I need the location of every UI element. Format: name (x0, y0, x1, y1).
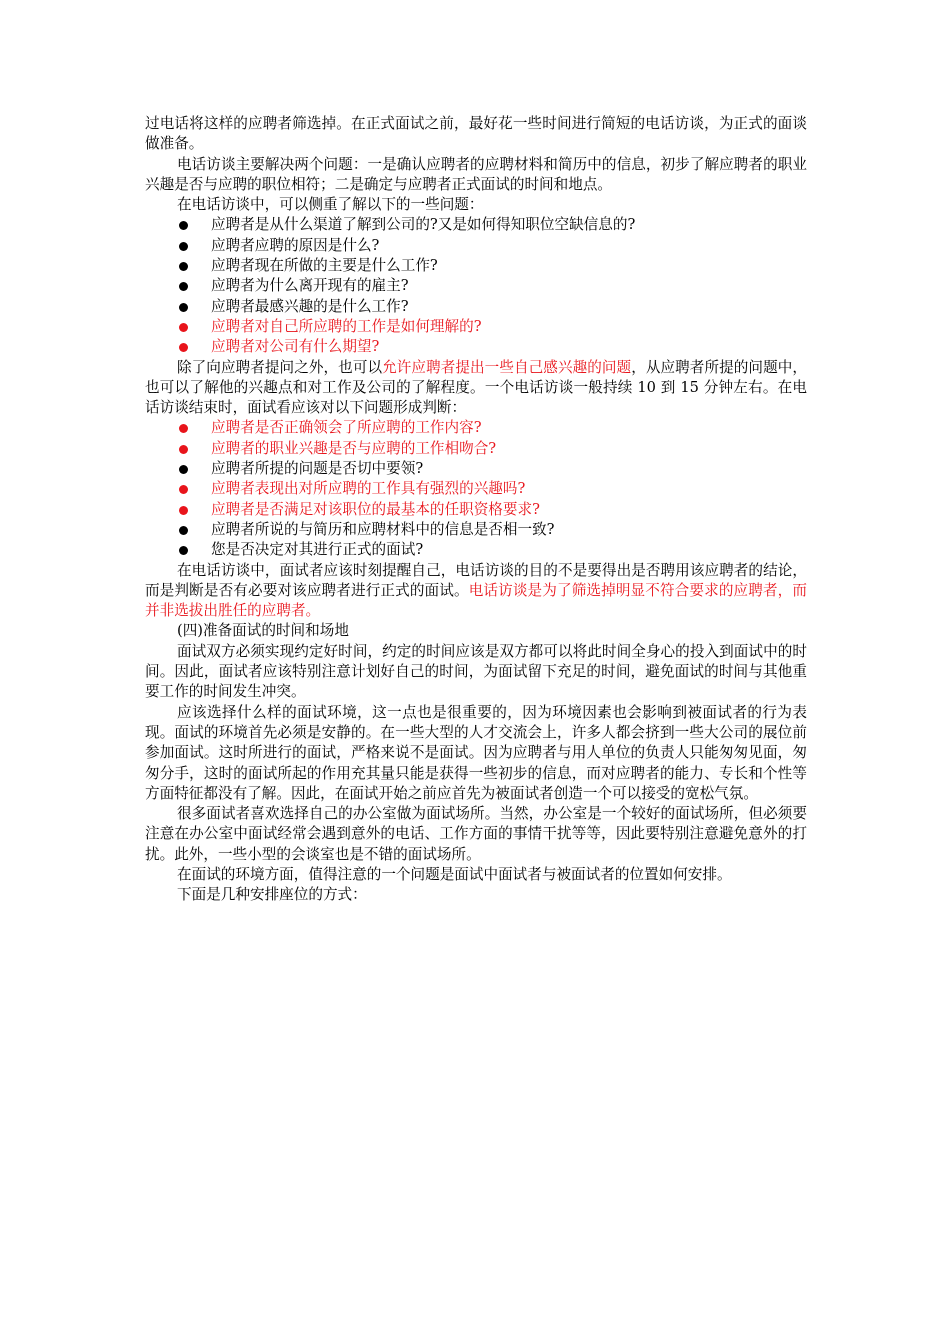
judgment-question-list (145, 418, 807, 560)
section-heading: (四)准备面试的时间和场地 (177, 622, 349, 640)
list-item: 应聘者所提的问题是否切中要领? (145, 459, 807, 479)
list-item-highlighted: 应聘者是否满足对该职位的最基本的任职资格要求? (145, 500, 807, 520)
bullet-icon (179, 424, 188, 433)
paragraph-interview-environment: 应该选择什么样的面试环境，这一点也是很重要的，因为环境因素也会影响到被面试者的行为表现。面试的环境首先必须是安静的。在一些大型的人才交流会上，许多人都会挤到一些大公司的展位前参加面试。这时所进行的面试，严格来说不是面试。因为应聘者与用人单位的负责人只能匆匆见面，匆匆分手，这时的面试所起的作用充其量只能是获得一些初步的信息，而对应聘者的能力、专长和个性等方面特征都没有了解。因此，在面试开始之前应首先为被面试者创造一个可以接受的宽松气氛。 (145, 703, 807, 802)
list-item: 应聘者为什么离开现有的雇主? (145, 276, 807, 296)
paragraph-phone-questions-intro: 在电话访谈中，可以侧重了解以下的一些问题： (177, 196, 484, 214)
bullet-icon (179, 303, 188, 312)
highlighted-text: 允许应聘者提出一些自己感兴趣的问题 (382, 358, 632, 376)
paragraph-office-venue: 很多面试者喜欢选择自己的办公室做为面试场所。当然，办公室是一个较好的面试场所，但必须要注意在办公室中面试经常会遇到意外的电话、工作方面的事情干扰等等，因此要特别注意避免意外的打扰。此外，一些小型的会谈室也是不错的面试场所。 (145, 805, 807, 863)
list-item: 应聘者是从什么渠道了解到公司的?又是如何得知职位空缺信息的? (145, 215, 807, 235)
list-item: 应聘者所说的与简历和应聘材料中的信息是否相一致? (145, 520, 807, 540)
list-item-highlighted: 应聘者对公司有什么期望? (145, 337, 807, 357)
bullet-icon (179, 526, 188, 535)
paragraph-seating-issue: 在面试的环境方面，值得注意的一个问题是面试中面试者与被面试者的位置如何安排。 (177, 865, 732, 883)
highlighted-text: 电话访谈是为了筛选掉明显不符合要求的应聘者，而并非选拔出胜任的应聘者。 (145, 581, 807, 620)
bullet-icon (179, 242, 188, 251)
list-item: 应聘者应聘的原因是什么? (145, 236, 807, 256)
paragraph-seating-intro: 下面是几种安排座位的方式： (177, 886, 367, 904)
bullet-icon (179, 282, 188, 291)
list-item: 您是否决定对其进行正式的面试? (145, 540, 807, 560)
bullet-icon (179, 323, 188, 332)
bullet-icon (179, 262, 188, 271)
list-item-highlighted: 应聘者的职业兴趣是否与应聘的工作相吻合? (145, 439, 807, 459)
bullet-icon (179, 465, 188, 474)
list-item-highlighted: 应聘者表现出对所应聘的工作具有强烈的兴趣吗? (145, 479, 807, 499)
paragraph-schedule-time: 面试双方必须实现约定好时间，约定的时间应该是双方都可以将此时间全身心的投入到面试中的时间。因此，面试者应该特别注意计划好自己的时间，为面试留下充足的时间，避免面试的时间与其他重要工作的时间发生冲突。 (145, 642, 807, 701)
paragraph-screening-intro: 过电话将这样的应聘者筛选掉。在正式面试之前，最好花一些时间进行简短的电话访谈，为正式的面谈做准备。 (145, 115, 807, 153)
list-item-highlighted: 应聘者对自己所应聘的工作是如何理解的? (145, 317, 807, 337)
bullet-icon (179, 506, 188, 515)
list-item-highlighted: 应聘者是否正确领会了所应聘的工作内容? (145, 418, 807, 438)
bullet-icon (179, 445, 188, 454)
paragraph-candidate-questions: 除了向应聘者提问之外，也可以允许应聘者提出一些自己感兴趣的问题，从应聘者所提的问题中，也可以了解他的兴趣点和对工作及公司的了解程度。一个电话访谈一般持续 10 到 15 分钟左右。在电话访谈结束时，面试看应该对以下问题形成判断： (145, 358, 807, 417)
list-item: 应聘者现在所做的主要是什么工作? (145, 256, 807, 276)
list-item: 应聘者最感兴趣的是什么工作? (145, 297, 807, 317)
bullet-icon (179, 485, 188, 494)
phone-question-list (145, 215, 807, 357)
bullet-icon (179, 546, 188, 555)
paragraph-phone-interview-goals: 电话访谈主要解决两个问题：一是确认应聘者的应聘材料和简历中的信息，初步了解应聘者的职业兴趣是否与应聘的职位相符；二是确定与应聘者正式面试的时间和地点。 (145, 155, 807, 193)
paragraph-phone-interview-purpose: 在电话访谈中，面试者应该时刻提醒自己，电话访谈的目的不是要得出是否聘用该应聘者的结论，而是判断是否有必要对该应聘者进行正式的面试。电话访谈是为了筛选掉明显不符合要求的应聘者，而并非选拔出胜任的应聘者。 (145, 561, 807, 620)
bullet-icon (179, 343, 188, 352)
bullet-icon (179, 221, 188, 230)
document-body (145, 114, 807, 906)
